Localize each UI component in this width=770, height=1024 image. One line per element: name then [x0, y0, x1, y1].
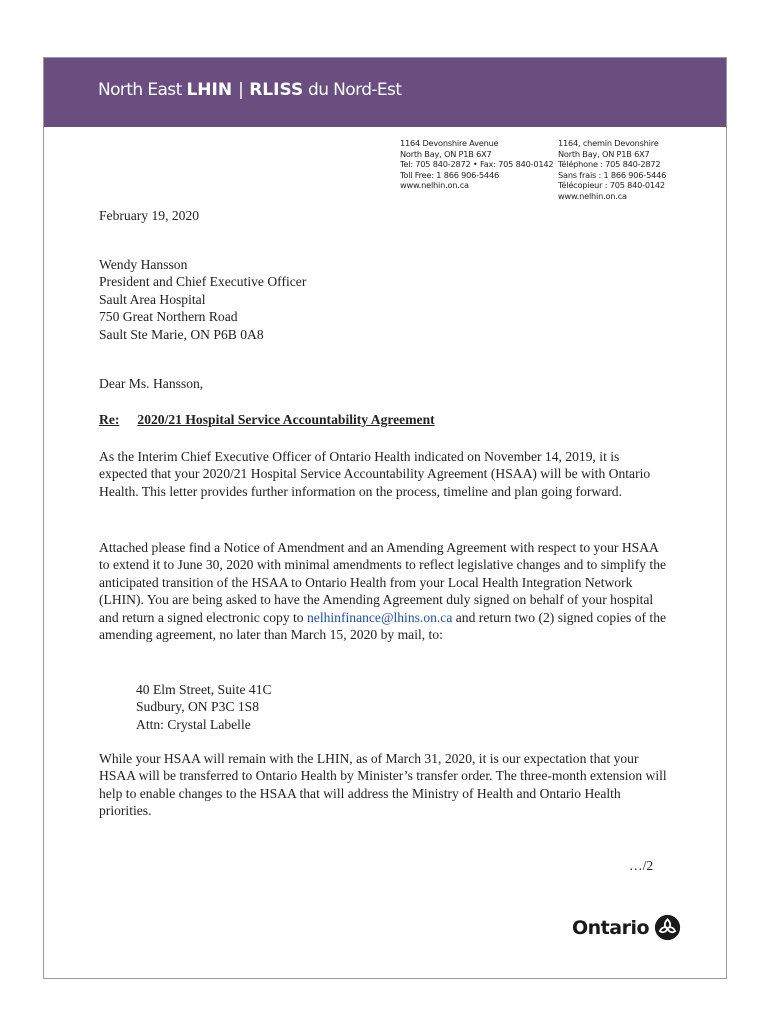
address-fr-website: www.nelhin.on.ca: [558, 190, 627, 201]
address-french: [558, 138, 666, 202]
ontario-logo: [572, 914, 681, 941]
body-paragraph-2: [99, 539, 671, 643]
address-fr-phone: Téléphone : 705 840-2872: [558, 159, 661, 170]
recipient-street: 750 Great Northern Road: [99, 309, 238, 325]
trillium-icon: [654, 914, 681, 941]
body-paragraph-3: While your HSAA will remain with the LHIN, as of March 31, 2020, it is our expectation that your HSAA will be transferred to Ontario Health by Minister’s transfer order. The three-month extension will help to enable changes to the HSAA that will address the Ministry of Health and Ontario Health priorities.: [99, 751, 667, 819]
mailing-address: [136, 681, 272, 733]
address-en-city: North Bay, ON P1B 6X7: [400, 148, 492, 159]
recipient-block: [99, 256, 306, 343]
organization-name: [98, 80, 401, 100]
mailing-attention: Attn: Crystal Labelle: [136, 716, 251, 732]
paragraph-2-intro: Attached please find a Notice of Amendment and an Amending Agreement with respect to your HSAA to extend it to June 30, 2020 with minimal amendments to reflect legislative changes and to simplify the anticipated transition of the HSAA to Ontario Health from your Local Health Integration Network (LHIN). You are being asked to have the Amending Agreement duly signed on behalf of your hospital and return a signed electronic copy to: [99, 540, 667, 625]
subject-label: Re:: [99, 412, 120, 427]
org-en-bold: LHIN: [186, 80, 233, 100]
subject-text: 2020/21 Hospital Service Accountability Agreement: [137, 412, 435, 427]
address-fr-tollfree: Sans frais : 1 866 906-5446: [558, 169, 667, 180]
paragraph-2-outro: and return two (2) signed copies of the amending agreement, no later than March 15, 2020 by mail, to:: [99, 609, 667, 643]
address-english: [400, 138, 553, 191]
mailing-city: Sudbury, ON P3C 1S8: [136, 699, 259, 715]
address-en-street: 1164 Devonshire Avenue: [400, 138, 499, 148]
mailing-street: 40 Elm Street, Suite 41C: [136, 682, 272, 697]
letter-page: [43, 57, 727, 979]
address-fr-fax: Télécopieur : 705 840-0142: [558, 180, 665, 191]
address-en-tollfree: Toll Free: 1 866 906-5446: [400, 169, 499, 180]
recipient-city: Sault Ste Marie, ON P6B 0A8: [99, 326, 264, 342]
address-en-phone: Tel: 705 840-2872 • Fax: 705 840-0142: [400, 159, 554, 170]
org-en-prefix: North East: [98, 80, 182, 100]
recipient-title: President and Chief Executive Officer: [99, 274, 307, 290]
org-separator: |: [238, 80, 244, 100]
org-fr-suffix: du Nord-Est: [308, 80, 402, 100]
org-fr-bold: RLISS: [249, 80, 304, 100]
subject-line: [99, 412, 435, 428]
page-continuation: …/2: [629, 858, 654, 873]
letter-date: February 19, 2020: [99, 208, 200, 223]
finance-email-link[interactable]: nelhinfinance@lhins.on.ca: [306, 609, 453, 625]
recipient-organization: Sault Area Hospital: [99, 291, 206, 307]
address-en-website: www.nelhin.on.ca: [400, 180, 469, 191]
recipient-name: Wendy Hansson: [99, 257, 188, 272]
salutation: Dear Ms. Hansson,: [99, 376, 204, 391]
body-paragraph-1: As the Interim Chief Executive Officer of Ontario Health indicated on November 14, 2019, it is expected that your 2020/21 Hospital Service Accountability Agreement (HSAA) will be with Ontario Health. This letter provides further information on the process, timeline and plan going forward.: [99, 449, 651, 499]
address-fr-city: North Bay, ON P1B 6X7: [558, 148, 650, 159]
address-fr-street: 1164, chemin Devonshire: [558, 138, 659, 148]
header-banner: [44, 58, 726, 127]
ontario-wordmark: Ontario: [572, 916, 650, 939]
